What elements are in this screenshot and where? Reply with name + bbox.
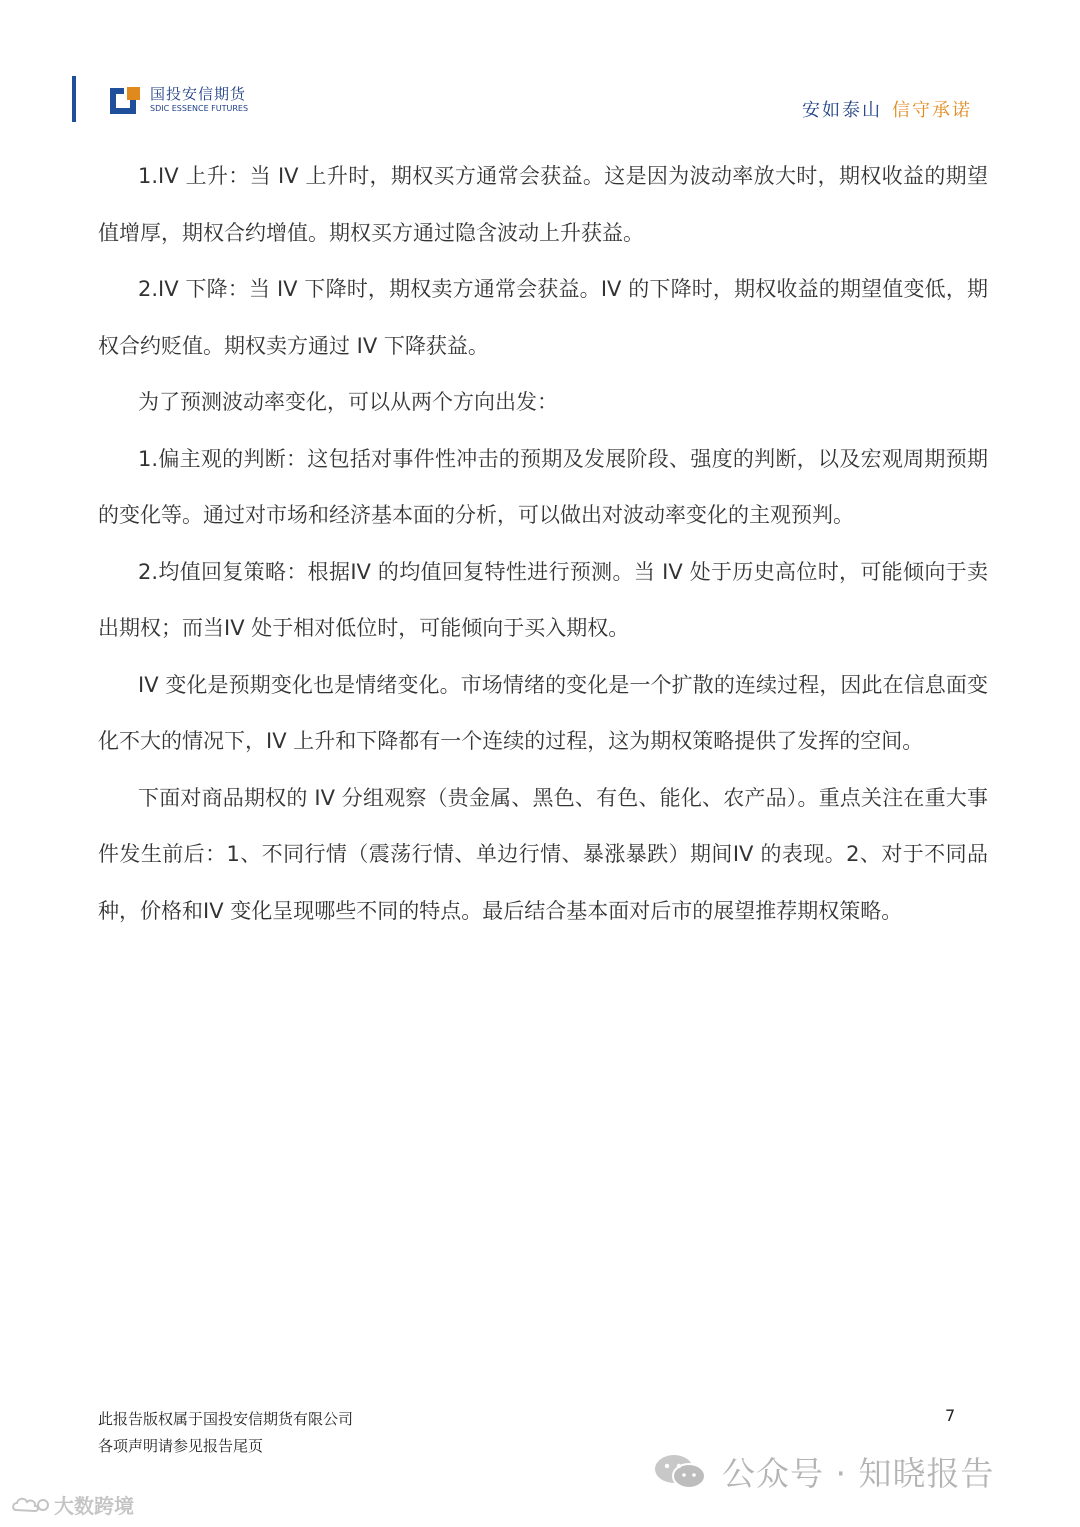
company-name-en: SDIC ESSENCE FUTURES bbox=[150, 104, 249, 113]
paragraph: IV 变化是预期变化也是情绪变化。市场情绪的变化是一个扩散的连续过程，因此在信息面变化不大的情况下，IV 上升和下降都有一个连续的过程，这为期权策略提供了发挥的空间。 bbox=[98, 672, 988, 753]
watermark-corner-text: 大数跨境 bbox=[54, 1494, 134, 1518]
slogan-part2: 信守承诺 bbox=[892, 100, 972, 121]
paragraph: 2.均值回复策略：根据IV 的均值回复特性进行预测。当 IV 处于历史高位时，可能倾向于卖出期权；而当IV 处于相对低位时，可能倾向于买入期权。 bbox=[98, 559, 988, 640]
paragraph: 1.偏主观的判断：这包括对事件性冲击的预期及发展阶段、强度的判断，以及宏观周期预期的变化等。通过对市场和经济基本面的分析，可以做出对波动率变化的主观预判。 bbox=[98, 446, 988, 527]
slogan-part1: 安如泰山 bbox=[802, 100, 882, 121]
paragraph: 1.IV 上升：当 IV 上升时，期权买方通常会获益。这是因为波动率放大时，期权收益的期望值增厚，期权合约增值。期权买方通过隐含波动上升获益。 bbox=[98, 164, 988, 245]
slogan bbox=[802, 96, 972, 122]
wechat-icon bbox=[652, 1454, 708, 1490]
company-name-cn: 国投安信期货 bbox=[150, 85, 247, 103]
footer-notice: 各项声明请参见报告尾页 bbox=[98, 1437, 264, 1455]
company-name bbox=[150, 86, 248, 114]
footer-copyright: 此报告版权属于国投安信期货有限公司 bbox=[98, 1410, 354, 1428]
watermark-main bbox=[652, 1448, 994, 1495]
paragraph: 为了预测波动率变化，可以从两个方向出发： bbox=[138, 390, 558, 414]
page-number: 7 bbox=[945, 1406, 956, 1425]
header-divider-bar bbox=[72, 76, 76, 122]
watermark-main-text: 公众号 · 知晓报告 bbox=[722, 1454, 995, 1493]
company-logo-icon bbox=[110, 84, 140, 114]
cloud-logo-icon bbox=[10, 1494, 50, 1516]
watermark-corner bbox=[10, 1490, 134, 1519]
paragraph: 下面对商品期权的 IV 分组观察（贵金属、黑色、有色、能化、农产品）。重点关注在重大事件发生前后：1、不同行情（震荡行情、单边行情、暴涨暴跌）期间IV 的表现。2、对于不同品种，价格和IV 变化呈现哪些不同的特点。最后结合基本面对后市的展望推荐期权策略。 bbox=[98, 785, 988, 923]
report-body bbox=[98, 148, 988, 939]
footer-disclaimer bbox=[98, 1406, 353, 1460]
paragraph: 2.IV 下降：当 IV 下降时，期权卖方通常会获益。IV 的下降时，期权收益的期望值变低，期权合约贬值。期权卖方通过 IV 下降获益。 bbox=[98, 277, 988, 358]
